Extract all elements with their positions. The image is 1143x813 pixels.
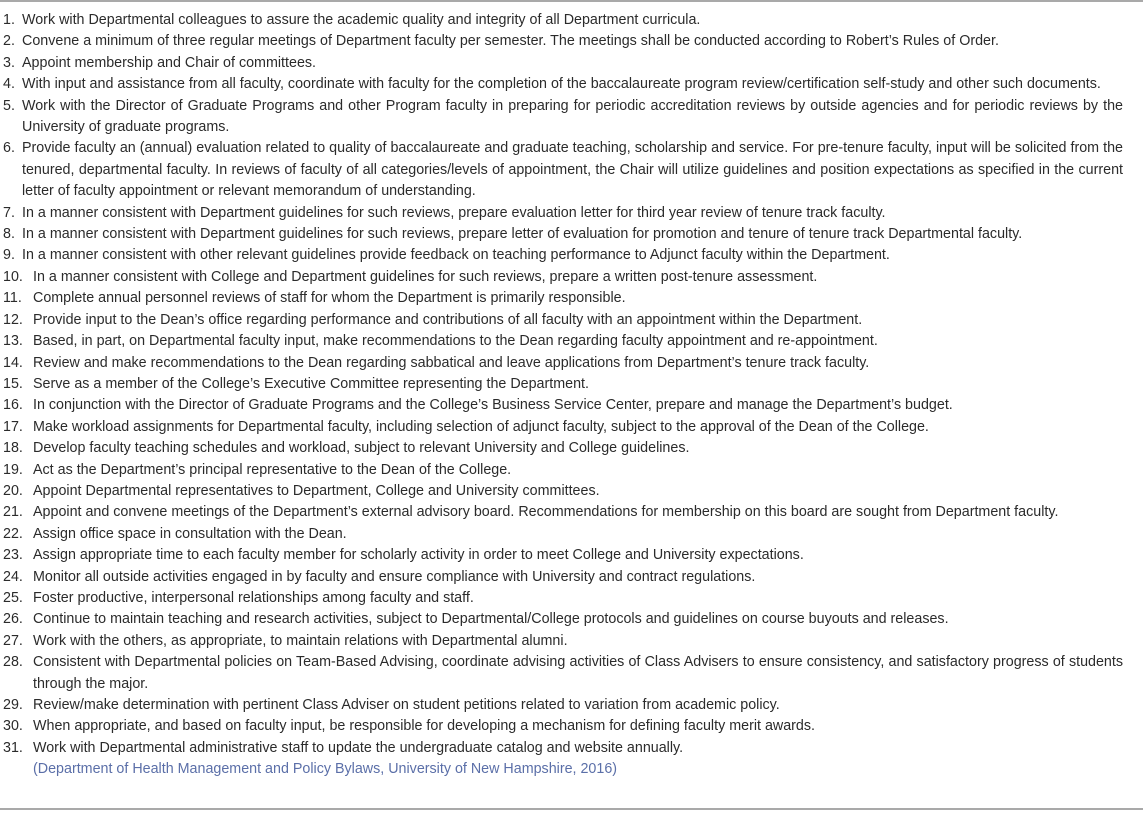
duty-text: Based, in part, on Departmental faculty input, make recommendations to the Dean regarding faculty appointment and re-appointment. [33,333,878,350]
duty-item [0,310,1143,331]
duty-number: 10. [3,268,23,285]
bottom-rule [0,808,1143,810]
duty-text: Work with the others, as appropriate, to maintain relations with Departmental alumni. [33,632,568,649]
duty-item [0,10,1143,31]
duty-text: Continue to maintain teaching and research activities, subject to Departmental/College protocols and guidelines on course buyouts and releases. [33,611,949,628]
duty-text: Convene a minimum of three regular meetings of Department faculty per semester. The meetings shall be conducted according to Robert’s Rules of Order. [22,33,999,50]
citation-close-paren: ) [612,761,618,778]
duty-item [0,31,1143,52]
duty-text: Monitor all outside activities engaged in by faculty and ensure compliance with University and contract regulations. [33,568,756,585]
duty-item [0,74,1143,95]
duty-number: 27. [3,632,23,649]
duty-item [0,524,1143,545]
duty-number: 19. [3,461,23,478]
duty-text: In a manner consistent with Department guidelines for such reviews, prepare evaluation letter for third year review of tenure track faculty. [22,204,886,221]
duty-item [0,245,1143,266]
duty-number: 4. [3,76,15,93]
duty-item [0,738,1143,759]
duty-number: 1. [3,12,15,28]
duty-text: When appropriate, and based on faculty input, be responsible for developing a mechanism for defining faculty merit awards. [33,718,816,735]
duty-text: With input and assistance from all faculty, coordinate with faculty for the completion of the baccalaureate program review/certification self-study and other such documents. [22,76,1101,93]
duty-number: 26. [3,611,23,628]
duty-item [0,481,1143,502]
top-rule [0,0,1143,2]
duty-item [0,695,1143,716]
duty-item [0,331,1143,352]
duty-text: Assign office space in consultation with the Dean. [33,525,347,542]
duty-number: 15. [3,375,23,392]
duty-number: 29. [3,697,23,713]
duty-number: 31. [3,739,23,756]
duty-text: Provide input to the Dean’s office regarding performance and contributions of all faculty with an appointment within the Department. [33,311,863,328]
duty-item [0,224,1143,245]
duty-item [0,288,1143,309]
duty-number: 12. [3,311,23,328]
duty-number: 6. [3,140,15,157]
duty-text: In conjunction with the Director of Graduate Programs and the College’s Business Service Center, prepare and manage the Department’s budget. [33,397,953,414]
duty-text: Develop faculty teaching schedules and workload, subject to relevant University and College guidelines. [33,440,690,457]
duty-text: Make workload assignments for Departmental faculty, including selection of adjunct faculty, subject to the approval of the Dean of the College. [33,418,929,435]
duty-number: 23. [3,547,23,564]
duty-item [0,395,1143,416]
duty-number: 13. [3,333,23,350]
duty-item [0,567,1143,588]
duty-item [0,545,1143,566]
duty-number: 24. [3,568,23,585]
duty-text: Act as the Department’s principal representative to the Dean of the College. [33,461,512,478]
duty-item [0,267,1143,288]
duty-number: 25. [3,589,23,606]
duty-text: Foster productive, interpersonal relationships among faculty and staff. [33,589,474,606]
duty-number: 20. [3,482,23,499]
duty-text: Appoint Departmental representatives to Department, College and University committees. [33,482,600,499]
duty-item [0,438,1143,459]
duty-item [0,353,1143,374]
duty-text: Review and make recommendations to the Dean regarding sabbatical and leave applications from Department’s tenure track faculty. [33,354,870,371]
duty-number: 28. [3,654,23,671]
duty-text: Work with Departmental administrative staff to update the undergraduate catalog and website annually. [33,739,684,756]
duty-text: Appoint and convene meetings of the Department’s external advisory board. Recommendations for membership on this board are sought from Department faculty. [33,504,1059,521]
duty-number: 8. [3,226,15,243]
duty-text: Complete annual personnel reviews of staff for whom the Department is primarily responsible. [33,290,626,307]
duty-item [0,716,1143,737]
duty-number: 21. [3,504,23,521]
citation-link[interactable]: Department of Health Management and Policy Bylaws, University of New Hampshire, 2016 [37,761,613,778]
duty-number: 17. [3,418,23,435]
duty-text: Work with the Director of Graduate Programs and other Program faculty in preparing for periodic accreditation reviews by outside agencies and for periodic reviews by the University of graduate programs. [22,97,1123,136]
duty-item [0,588,1143,609]
duty-item [0,53,1143,74]
duty-item [0,502,1143,523]
duty-number: 14. [3,354,23,371]
duty-text: Consistent with Departmental policies on Team-Based Advising, coordinate advising activities of Class Advisers to ensure consistency, and satisfactory progress of students through the major. [33,654,1123,692]
duty-item [0,460,1143,481]
duty-list [0,10,1143,781]
duty-item [0,203,1143,224]
duty-text: In a manner consistent with Department guidelines for such reviews, prepare letter of evaluation for promotion and tenure of tenure track Departmental faculty. [22,226,1023,243]
duty-text: Appoint membership and Chair of committees. [22,54,317,71]
duty-text: Review/make determination with pertinent Class Adviser on student petitions related to variation from academic policy. [33,697,780,713]
duty-item [0,96,1143,139]
duty-text: Assign appropriate time to each faculty member for scholarly activity in order to meet College and University expectations. [33,547,804,564]
duty-text: Serve as a member of the College’s Executive Committee representing the Department. [33,375,589,392]
duty-text: In a manner consistent with other relevant guidelines provide feedback on teaching performance to Adjunct faculty within the Department. [22,247,890,264]
duty-item [0,609,1143,630]
duty-item [0,652,1143,695]
duty-number: 3. [3,54,15,71]
duty-number: 16. [3,397,23,414]
duty-text: Provide faculty an (annual) evaluation related to quality of baccalaureate and graduate teaching, scholarship and service. For pre-tenure faculty, input will be solicited from the tenured, departmental faculty. In reviews of faculty of all categories/levels of appointment, the Chair will utilize guidelines and position expectations as specified in the current letter of faculty appointment or relevant memorandum of understanding. [22,140,1123,200]
duty-number: 30. [3,718,23,735]
duty-number: 22. [3,525,23,542]
duty-item [0,138,1143,202]
citation-open-paren: ( [33,761,38,778]
duty-text: In a manner consistent with College and Department guidelines for such reviews, prepare a written post-tenure assessment. [33,268,818,285]
duty-number: 9. [3,247,15,264]
duty-number: 11. [3,290,22,307]
duty-number: 7. [3,204,15,221]
duty-text: Work with Departmental colleagues to assure the academic quality and integrity of all Department curricula. [22,12,701,28]
duty-number: 5. [3,97,15,114]
duty-item [0,631,1143,652]
source-citation [0,759,1143,780]
duty-item [0,374,1143,395]
duty-number: 18. [3,440,23,457]
duty-item [0,417,1143,438]
duty-number: 2. [3,33,15,50]
